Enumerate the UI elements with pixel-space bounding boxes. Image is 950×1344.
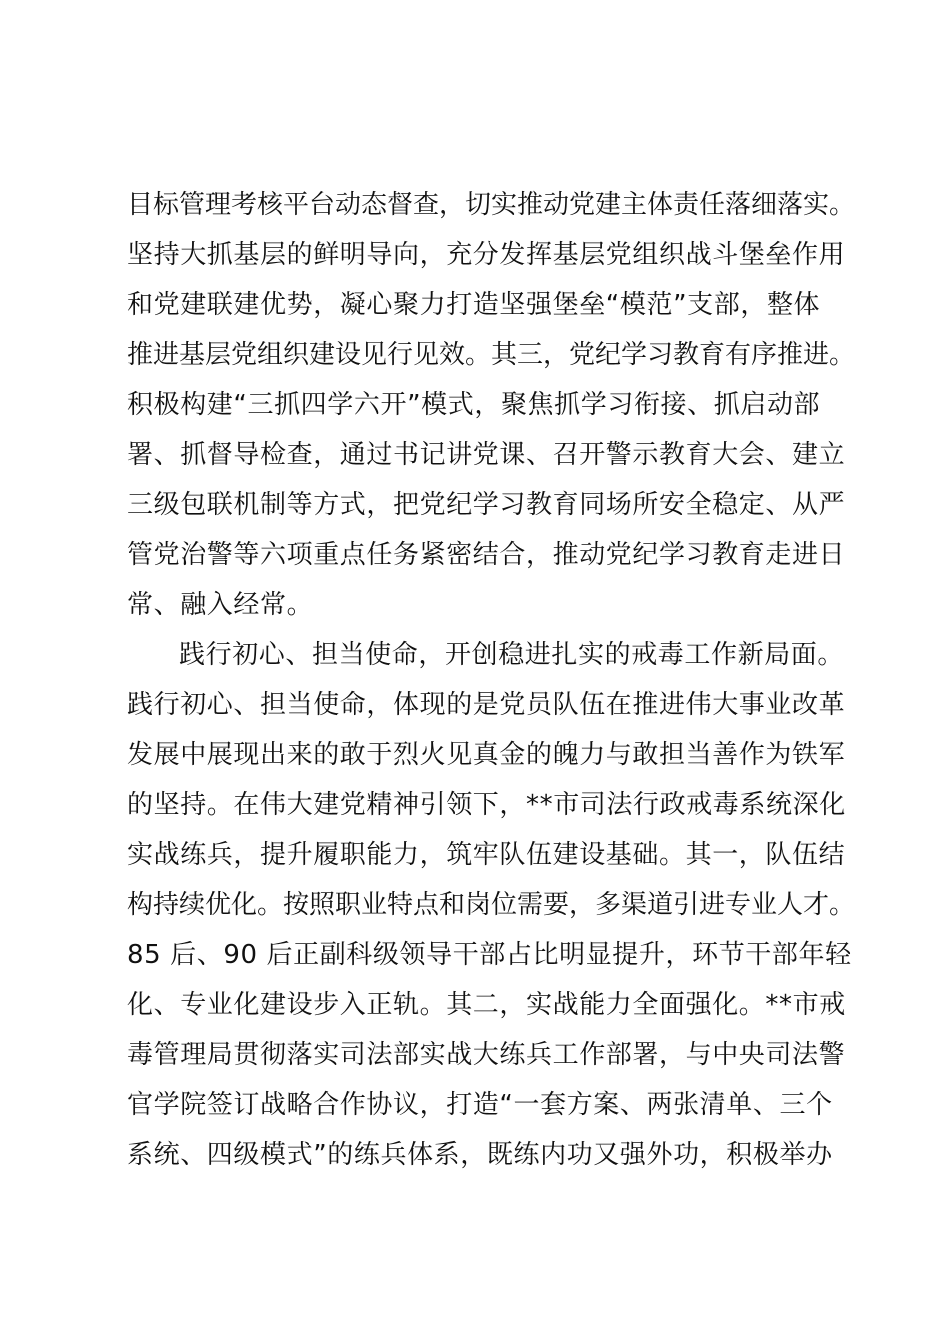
text-line: 常、融入经常。 [127,590,314,620]
text-line: 坚持大抓基层的鲜明导向，充分发挥基层党组织战斗堡垒作用 [127,240,846,270]
text-line: 署、抓督导检查，通过书记讲党课、召开警示教育大会、建立 [127,440,846,470]
text-line: 推进基层党组织建设见行见效。其三，党纪学习教育有序推进。 [127,340,856,370]
paragraph-heading-line: 践行初心、担当使命，开创稳进扎实的戒毒工作新局面。 [179,640,845,670]
text-line: 目标管理考核平台动态督查，切实推动党建主体责任落细落实。 [127,190,856,220]
document-body [127,180,867,1180]
text-line: 毒管理局贯彻落实司法部实战大练兵工作部署，与中央司法警 [127,1040,846,1070]
text-line: 和党建联建优势，凝心聚力打造坚强堡垒“模范”支部，整体 [127,290,821,320]
text-line: 管党治警等六项重点任务紧密结合，推动党纪学习教育走进日 [127,540,846,570]
text-line: 的坚持。在伟大建党精神引领下，**市司法行政戒毒系统深化 [127,790,846,820]
text-line: 发展中展现出来的敢于烈火见真金的魄力与敢担当善作为铁军 [127,740,846,770]
text-line: 三级包联机制等方式，把党纪学习教育同场所安全稳定、从严 [127,490,846,520]
text-line: 实战练兵，提升履职能力，筑牢队伍建设基础。其一，队伍结 [127,840,846,870]
text-line: 践行初心、担当使命，体现的是党员队伍在推进伟大事业改革 [127,690,846,720]
text-line: 85 后、90 后正副科级领导干部占比明显提升，环节干部年轻 [127,940,852,970]
text-line: 系统、四级模式”的练兵体系，既练内功又强外功，积极举办 [127,1140,833,1170]
text-line: 化、专业化建设步入正轨。其二，实战能力全面强化。**市戒 [127,990,846,1020]
text-line: 积极构建“三抓四学六开”模式，聚焦抓学习衔接、抓启动部 [127,390,821,420]
text-line: 构持续优化。按照职业特点和岗位需要，多渠道引进专业人才。 [127,890,856,920]
text-line: 官学院签订战略合作协议，打造“一套方案、两张清单、三个 [127,1090,833,1120]
